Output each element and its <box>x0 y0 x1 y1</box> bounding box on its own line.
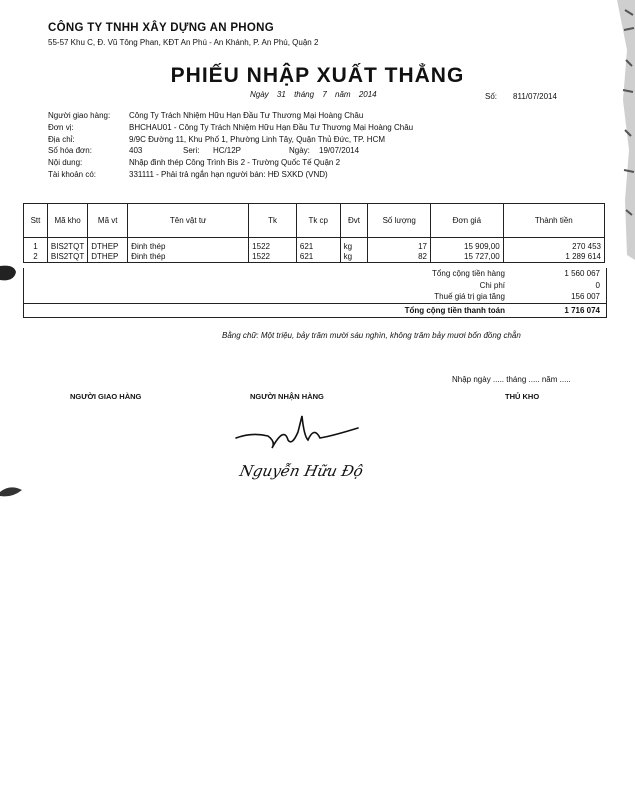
col-header: Đơn giá <box>431 204 504 238</box>
table-row: 1 BIS2TQT DTHEP Đinh thép 1522 621 kg 17 15 909,00 270 453 <box>24 238 605 252</box>
scan-mark <box>0 262 22 284</box>
col-header: Đvt <box>340 204 368 238</box>
col-header: Tên vật tư <box>128 204 249 238</box>
handwritten-signature <box>232 412 362 452</box>
col-header: Mã vt <box>88 204 128 238</box>
amount-in-words: Bằng chữ: Một triệu, bảy trăm mười sáu nghìn, không trăm bảy mươi bốn đồng chẵn <box>222 331 521 340</box>
vat-row: Thuế giá trị gia tăng 156 007 <box>434 292 600 302</box>
col-header: Số lượng <box>368 204 431 238</box>
table-row: 2 BIS2TQT DTHEP Đinh thép 1522 621 kg 82 15 727,00 1 289 614 <box>24 252 605 263</box>
company-name: CÔNG TY TNHH XÂY DỰNG AN PHONG <box>48 22 274 34</box>
items-table <box>23 203 605 263</box>
supplier-unit: BHCHAU01 - Công Ty Trách Nhiệm Hữu Hạn Đầu Tư Thương Mại Hoàng Châu <box>129 122 414 132</box>
document-title: PHIẾU NHẬP XUẤT THẲNG <box>170 64 465 87</box>
supplier-address: 9/9C Đường 11, Khu Phố 1, Phường Linh Tây, Quận Thủ Đức, TP. HCM <box>129 134 386 144</box>
scan-edge-noise <box>605 0 635 260</box>
document-date: Ngày 31 tháng 7 năm 2014 <box>250 90 377 99</box>
document-number: Số: 811/07/2014 <box>485 92 557 101</box>
invoice-number: 403 <box>129 146 143 156</box>
signature-label-receiver: NGƯỜI NHẬN HÀNG <box>250 392 324 401</box>
company-address: 55-57 Khu C, Đ. Vũ Tông Phan, KĐT An Phú - An Khánh, P. An Phú, Quận 2 <box>48 38 319 47</box>
col-header: Tk cp <box>296 204 340 238</box>
col-header: Stt <box>24 204 48 238</box>
total-goods-row: Tổng cộng tiền hàng 1 560 067 <box>432 269 600 279</box>
col-header: Mã kho <box>47 204 87 238</box>
signature-label-deliverer: NGƯỜI GIAO HÀNG <box>70 392 142 401</box>
table-header-row <box>24 204 605 238</box>
supplier-name: Công Ty Trách Nhiệm Hữu Hạn Đầu Tư Thương Mại Hoàng Châu <box>129 111 364 120</box>
totals-block <box>23 268 607 318</box>
signature-label-storekeeper: THỦ KHO <box>505 392 540 401</box>
scan-mark <box>0 484 24 500</box>
credit-account: 331111 - Phải trả ngắn hạn người bán: HĐ SXKD (VND) <box>129 169 328 179</box>
invoice-date: 19/07/2014 <box>319 146 360 156</box>
col-header: Thành tiền <box>503 204 604 238</box>
content-text: Nhập đinh thép Công Trình Bis 2 - Trường Quốc Tế Quận 2 <box>129 158 341 168</box>
info-block: Người giao hàng: Công Ty Trách Nhiệm Hữu Hạn Đầu Tư Thương Mại Hoàng Châu Đơn vị: BHCHAU01 - Công Ty Trách Nhiệm Hữu Hạn Đầu Tư Thương Mại Hoàng Châu Địa chỉ: 9/9C Đường 11, Khu Phố 1, Phường Linh Tây, Quận Thủ Đức, TP. HCM Số hóa đơn: 403 Seri: HC/12P Ngày: 19/07/2014 Nội dung: Nhập đinh thép Công Trình Bis 2 - Trường Quốc Tế Quận 2 Tài khoản có: 331111 - Phải trả ngắn hạn người bán: HĐ SXKD (VND) <box>48 111 414 179</box>
col-header: Tk <box>249 204 297 238</box>
entry-date-line: Nhập ngày ..... tháng ..... năm ..... <box>452 375 571 384</box>
signer-name: Nguyễn Hữu Độ <box>238 462 365 480</box>
invoice-serial: HC/12P <box>213 146 242 156</box>
cost-row: Chi phí 0 <box>479 280 600 290</box>
grand-total-row: Tổng cộng tiền thanh toán 1 716 074 <box>24 303 606 317</box>
